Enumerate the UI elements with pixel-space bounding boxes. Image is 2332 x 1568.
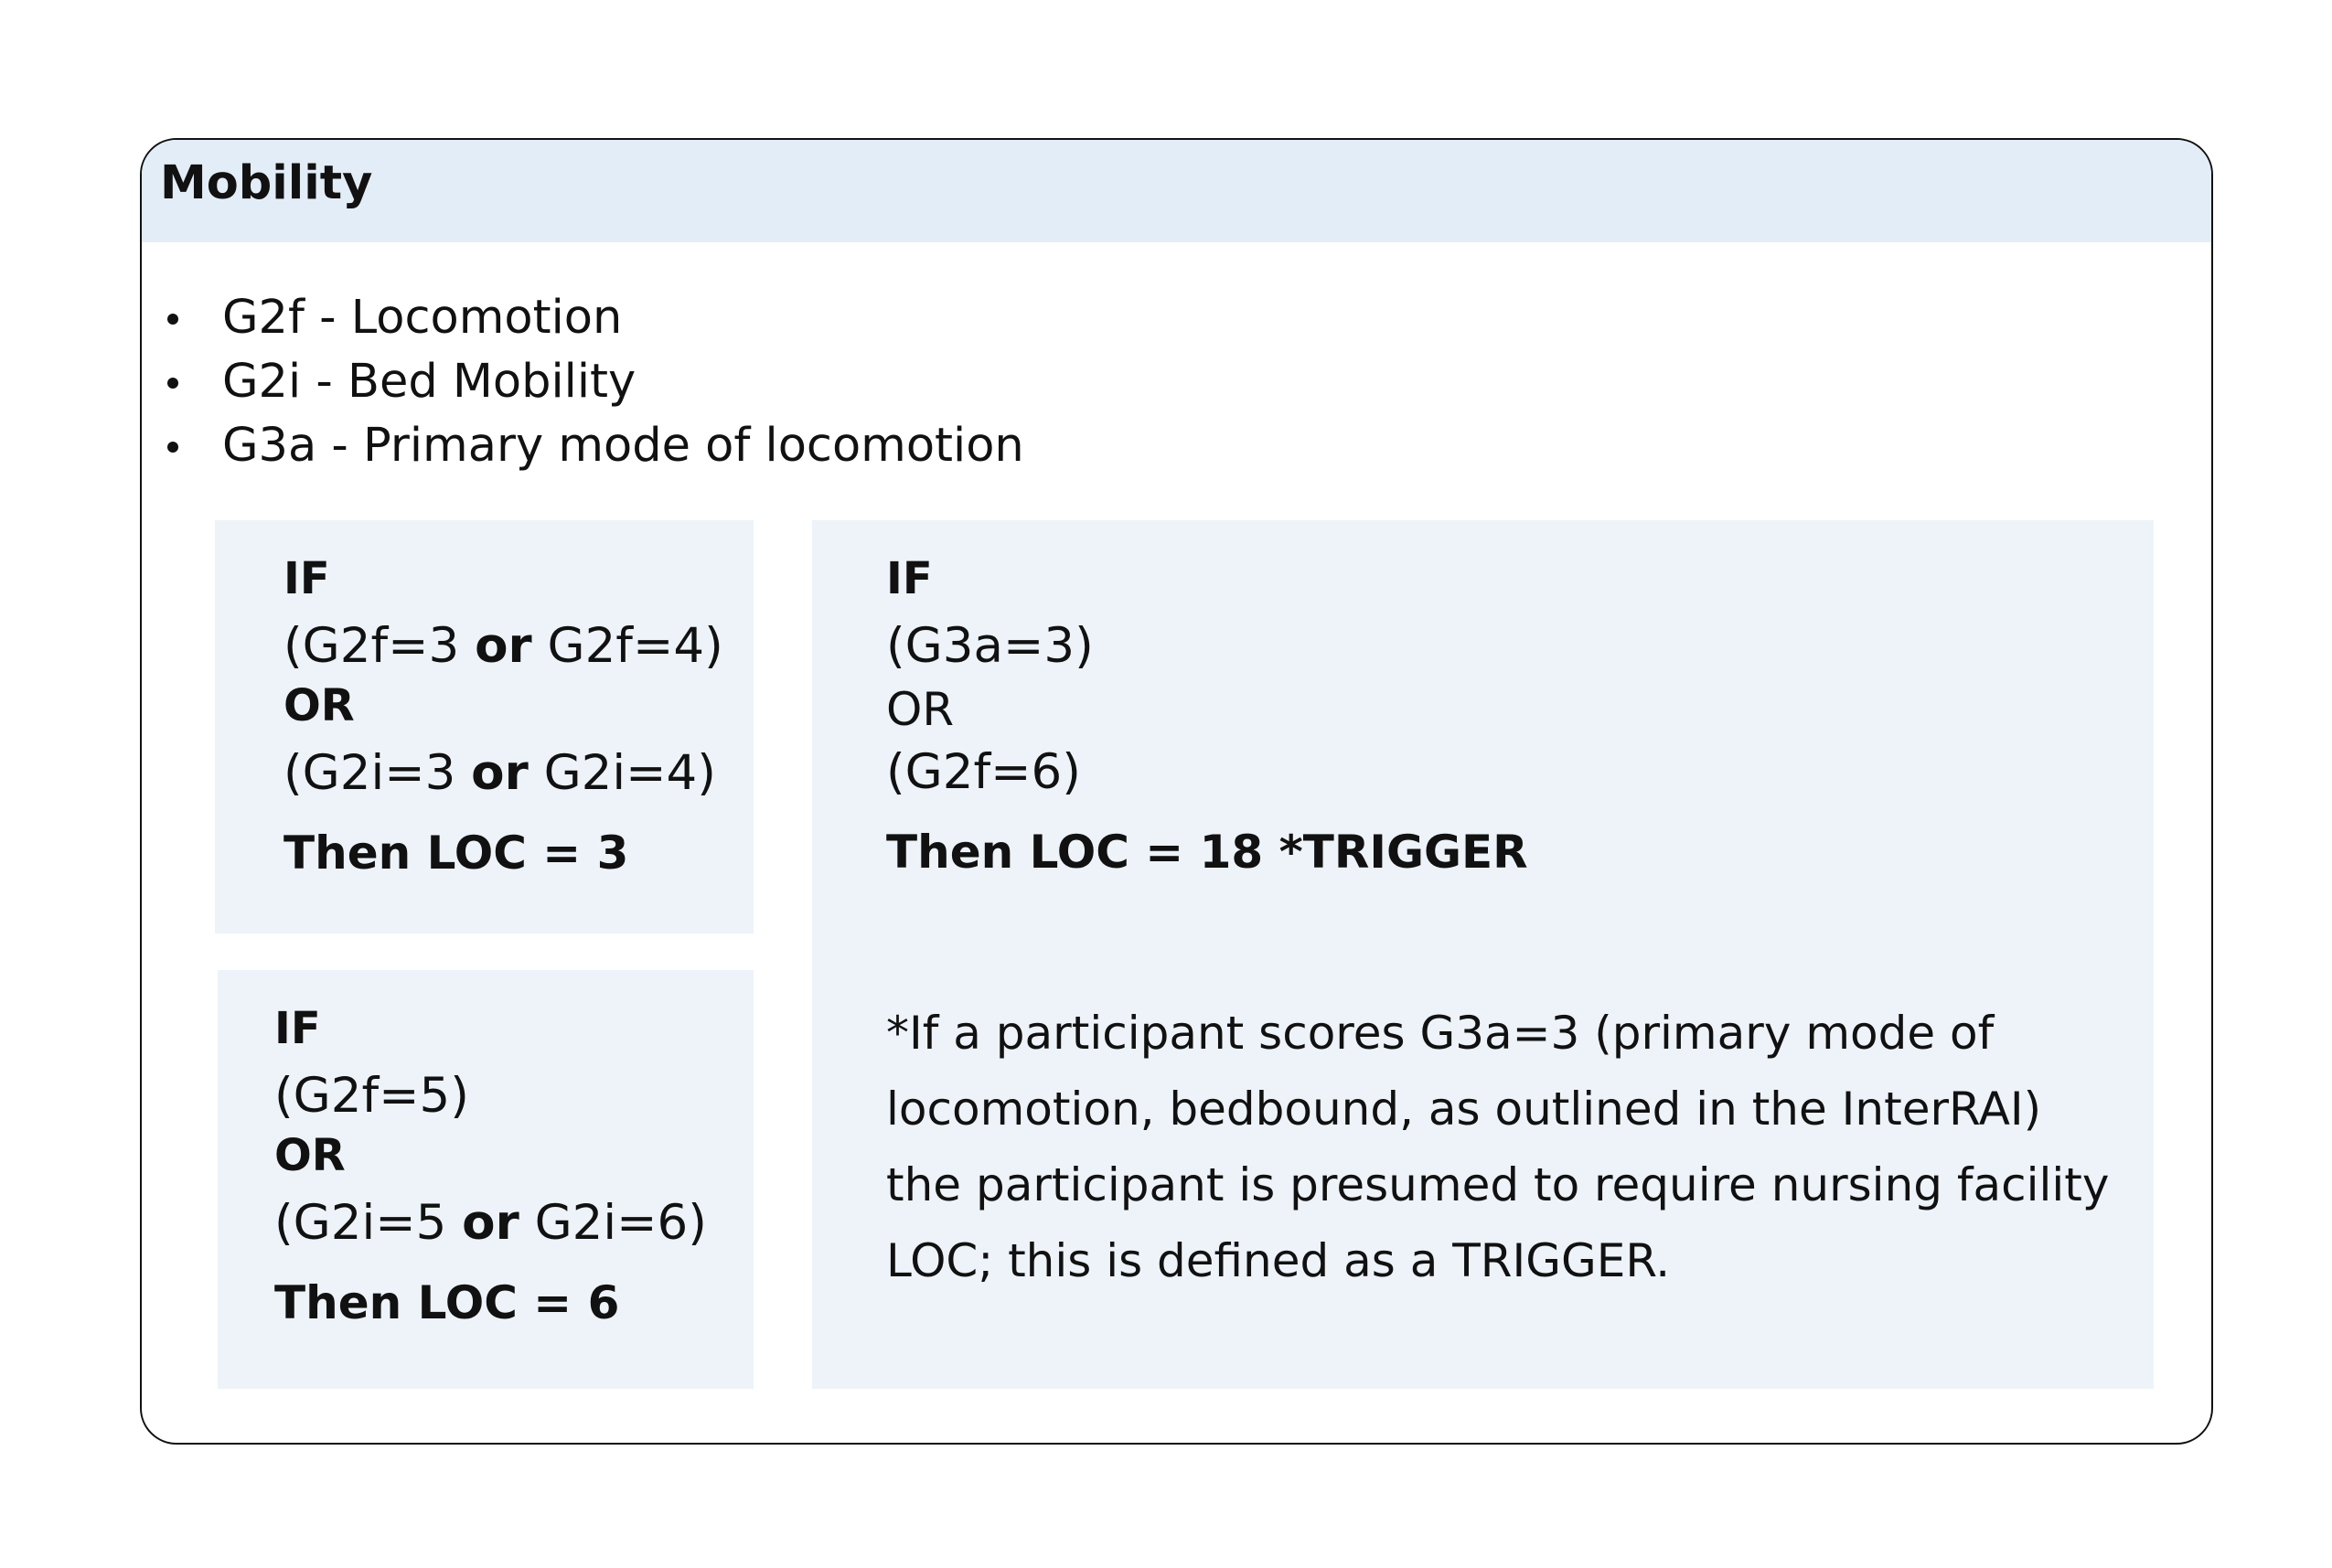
card-header bbox=[142, 140, 2211, 242]
condition-line: (G2f=3 or G2f=4) bbox=[283, 618, 723, 674]
rule-box-loc-3 bbox=[215, 520, 754, 933]
criterion-label: G2f - Locomotion bbox=[222, 291, 623, 345]
rule-box-loc-6 bbox=[218, 970, 754, 1389]
bullet-icon bbox=[167, 442, 178, 453]
trigger-note: *If a participant scores G3a=3 (primary mode of locomotion, bedbound, as outlined in the InterRAI) the participant is presumed to require nursing facility LOC; this is defined as a TRIGGER. bbox=[886, 1007, 2110, 1287]
rule-box-loc-18 bbox=[812, 520, 2154, 1389]
criterion-label: G3a - Primary mode of locomotion bbox=[222, 419, 1024, 473]
bullet-icon bbox=[167, 314, 178, 325]
result-line: Then LOC = 18 *TRIGGER bbox=[886, 826, 1528, 879]
if-label: IF bbox=[274, 1003, 321, 1054]
or-operator: or bbox=[471, 745, 529, 801]
rule-body bbox=[274, 1001, 707, 1330]
criterion-label: G2i - Bed Mobility bbox=[222, 355, 636, 409]
result-line: Then LOC = 3 bbox=[283, 827, 629, 880]
list-item bbox=[166, 350, 1024, 414]
or-operator: or bbox=[475, 618, 532, 674]
list-item bbox=[166, 414, 1024, 478]
or-label: OR bbox=[274, 1130, 346, 1181]
rule-body bbox=[283, 551, 723, 880]
condition-line: (G2f=5) bbox=[274, 1068, 469, 1124]
list-item bbox=[166, 286, 1024, 350]
card-title: Mobility bbox=[160, 156, 373, 210]
condition-line: (G2i=5 or G2i=6) bbox=[274, 1195, 707, 1251]
result-line: Then LOC = 6 bbox=[274, 1276, 620, 1329]
or-label: OR bbox=[283, 680, 355, 731]
condition-line: (G2f=6) bbox=[886, 744, 1081, 800]
bullet-icon bbox=[167, 378, 178, 389]
rule-body bbox=[886, 551, 1528, 880]
criteria-list bbox=[166, 286, 1024, 478]
condition-line: (G2i=3 or G2i=4) bbox=[283, 745, 716, 801]
or-operator: or bbox=[462, 1195, 519, 1251]
if-label: IF bbox=[886, 553, 933, 604]
or-label: OR bbox=[886, 683, 955, 736]
if-label: IF bbox=[283, 553, 330, 604]
mobility-card bbox=[140, 138, 2213, 1445]
condition-line: (G3a=3) bbox=[886, 618, 1094, 674]
